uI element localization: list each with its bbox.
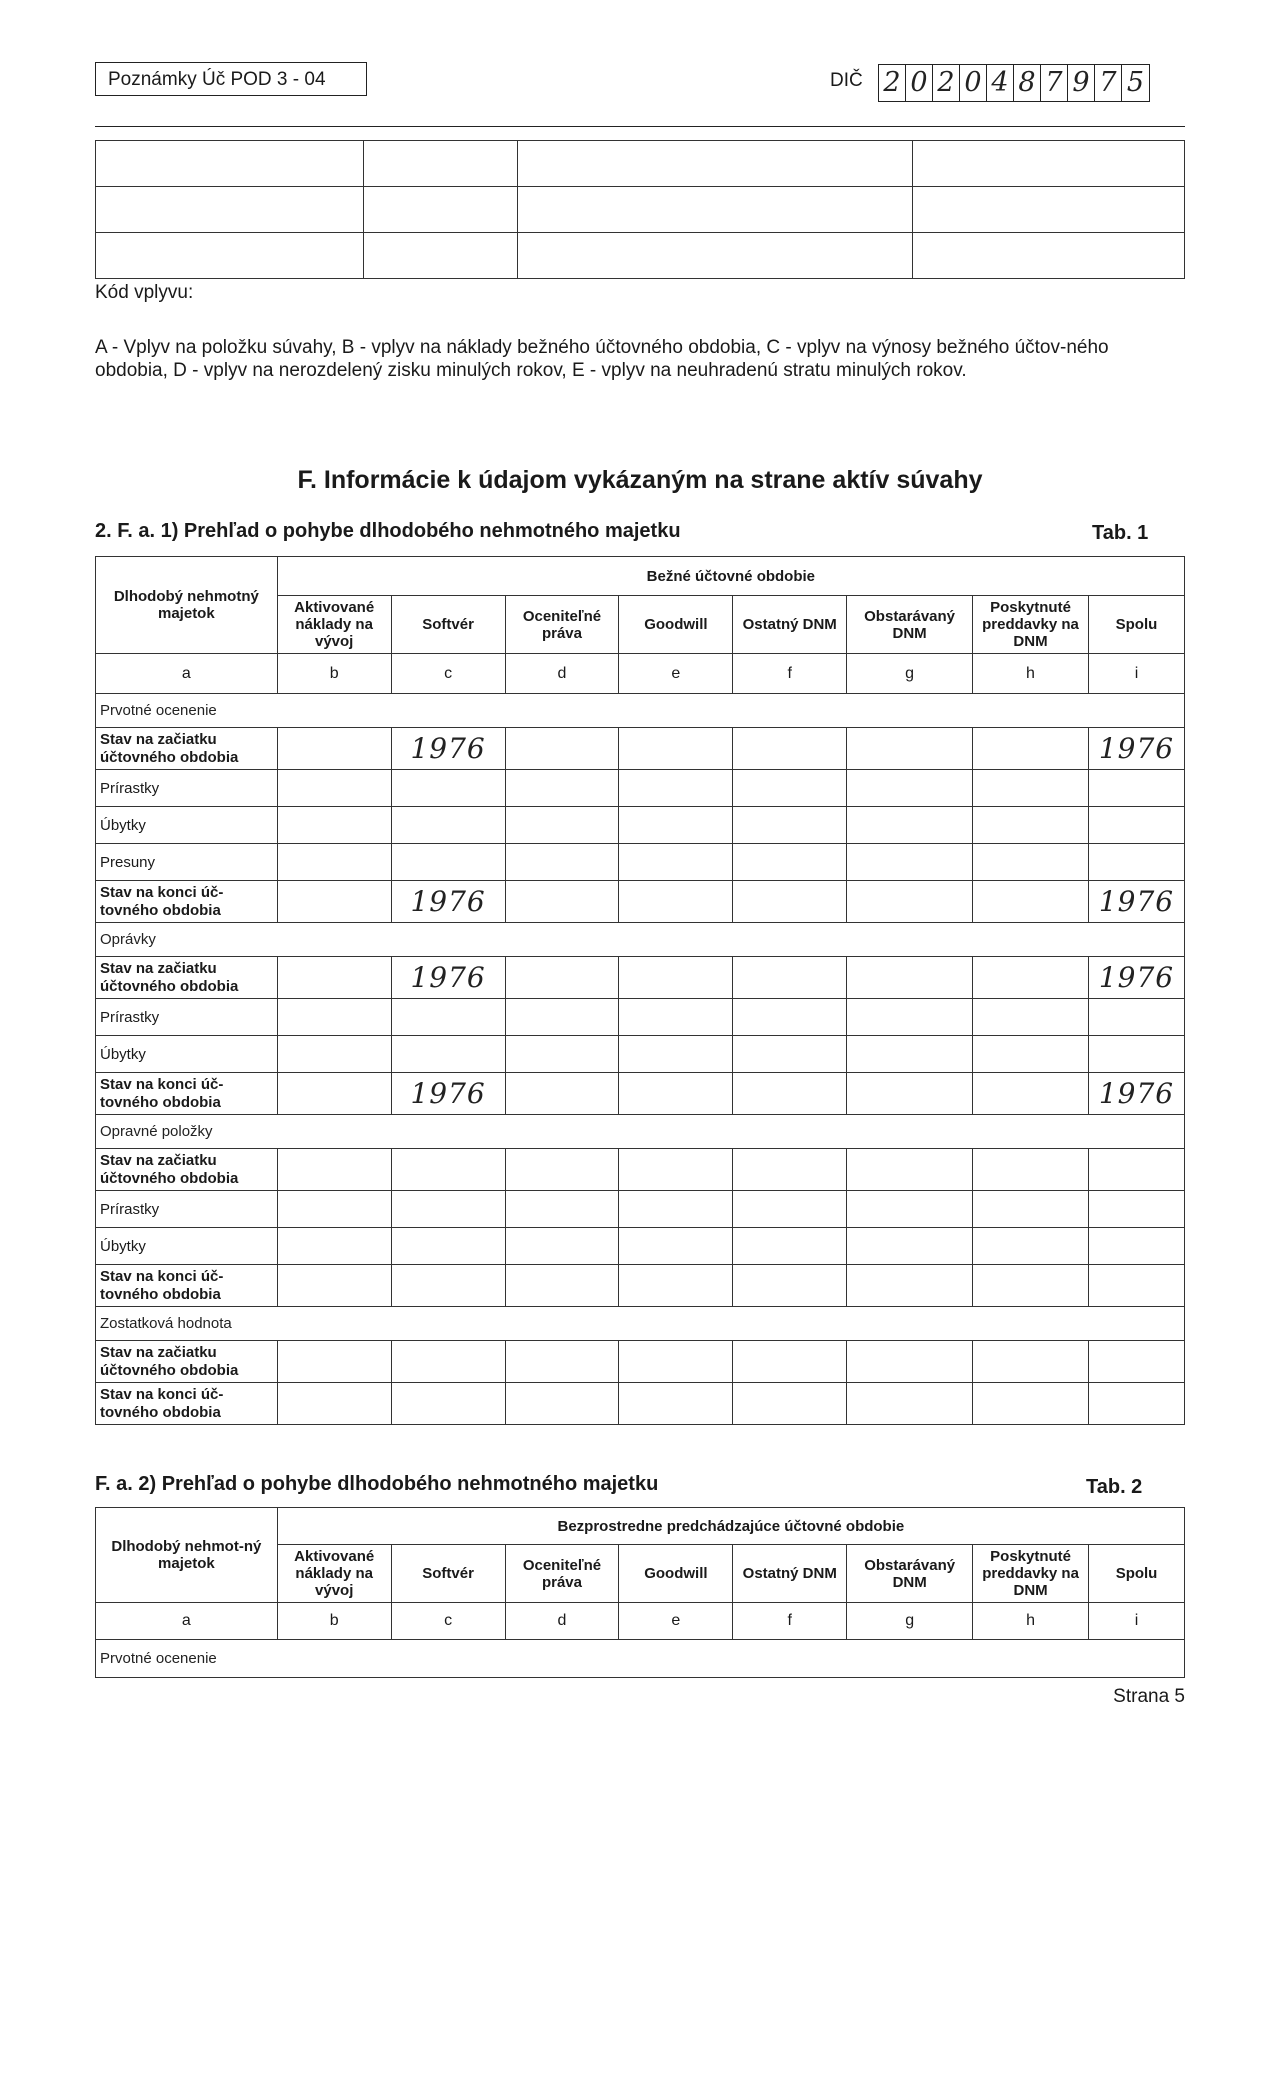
table-row [96, 844, 1185, 881]
spolu-cell[interactable] [1088, 1036, 1184, 1073]
spolu-cell[interactable] [1088, 1228, 1184, 1265]
table2 [95, 1507, 1185, 1678]
table-row [96, 881, 1185, 923]
spolu-cell[interactable]: 1976 [1088, 881, 1184, 923]
value-cell[interactable] [505, 1191, 619, 1228]
column-header: Oceniteľné práva [505, 596, 619, 654]
value-cell[interactable] [277, 807, 391, 844]
column-letter: e [619, 654, 733, 694]
column-header: Aktivované náklady na vývoj [277, 1545, 391, 1603]
column-letter: f [733, 1603, 847, 1640]
row-label: Stav na konci úč-tovného obdobia [96, 1265, 278, 1307]
column-letter: e [619, 1603, 733, 1640]
section-label: Zostatková hodnota [96, 1307, 1185, 1341]
softver-cell[interactable] [391, 1228, 505, 1265]
value-cell[interactable] [973, 1228, 1089, 1265]
value-cell[interactable] [619, 957, 733, 999]
dic-digit: 7 [1041, 65, 1068, 101]
spolu-cell[interactable] [1088, 1383, 1184, 1425]
value-cell[interactable] [505, 1149, 619, 1191]
softver-cell[interactable] [391, 770, 505, 807]
value-cell[interactable] [733, 1191, 847, 1228]
value-cell[interactable] [619, 844, 733, 881]
table2-title: F. a. 2) Prehľad o pohybe dlhodobého nehmotného majetku [95, 1473, 659, 1495]
value-cell[interactable] [973, 770, 1089, 807]
row-label: Stav na konci úč-tovného obdobia [96, 1073, 278, 1115]
table-row [96, 1383, 1185, 1425]
value-cell[interactable] [277, 770, 391, 807]
softver-cell[interactable] [391, 1383, 505, 1425]
column-letter: g [847, 1603, 973, 1640]
value-cell[interactable] [277, 728, 391, 770]
value-cell[interactable] [505, 1073, 619, 1115]
column-header: Goodwill [619, 1545, 733, 1603]
softver-cell[interactable] [391, 1341, 505, 1383]
row-label: Stav na konci úč-tovného obdobia [96, 1383, 278, 1425]
table-row [96, 999, 1185, 1036]
softver-cell[interactable] [391, 1191, 505, 1228]
column-letter: g [847, 654, 973, 694]
table-row [96, 728, 1185, 770]
column-header: Softvér [391, 596, 505, 654]
value-cell[interactable] [733, 770, 847, 807]
column-letter: f [733, 654, 847, 694]
softver-cell[interactable] [391, 1149, 505, 1191]
value-cell[interactable] [277, 1228, 391, 1265]
value-cell[interactable] [973, 1073, 1089, 1115]
value-cell[interactable] [619, 1073, 733, 1115]
value-cell[interactable] [847, 1265, 973, 1307]
spolu-cell[interactable]: 1976 [1088, 1073, 1184, 1115]
column-header: Oceniteľné práva [505, 1545, 619, 1603]
column-letter: c [391, 654, 505, 694]
column-header: Obstarávaný DNM [847, 1545, 973, 1603]
column-letter: a [96, 1603, 278, 1640]
spolu-cell[interactable] [1088, 1341, 1184, 1383]
value-cell[interactable] [733, 1383, 847, 1425]
softver-cell[interactable]: 1976 [391, 1073, 505, 1115]
dic-digit: 2 [933, 65, 960, 101]
dic-digit: 7 [1095, 65, 1122, 101]
impact-code-text: A - Vplyv na položku súvahy, B - vplyv na náklady bežného účtovného obdobia, C - vplyv na výnosy bežného účtov-ného obdobia, D - vplyv na nerozdelený zisku minulých rokov, E - vplyv na neuhradenú stratu minulých rokov. [95, 337, 1109, 381]
dic-digit: 9 [1068, 65, 1095, 101]
table-row [96, 770, 1185, 807]
dic-label: DIČ [830, 70, 863, 91]
row-label: Prírastky [96, 770, 278, 807]
table-row [96, 1149, 1185, 1191]
value-cell[interactable] [619, 770, 733, 807]
spolu-cell[interactable] [1088, 1149, 1184, 1191]
value-cell[interactable] [505, 844, 619, 881]
column-header: Goodwill [619, 596, 733, 654]
value-cell[interactable] [619, 1265, 733, 1307]
spolu-cell[interactable] [1088, 999, 1184, 1036]
table2-section-label: Prvotné ocenenie [96, 1640, 1185, 1678]
spolu-cell[interactable] [1088, 807, 1184, 844]
value-cell[interactable] [733, 1073, 847, 1115]
table1-period-header: Bežné účtovné obdobie [277, 557, 1184, 596]
dic-digit: 2 [879, 65, 906, 101]
value-cell[interactable] [505, 1036, 619, 1073]
column-header: Obstarávaný DNM [847, 596, 973, 654]
spolu-cell[interactable] [1088, 1265, 1184, 1307]
value-cell[interactable] [973, 1191, 1089, 1228]
row-label: Stav na začiatku účtovného obdobia [96, 957, 278, 999]
spolu-cell[interactable] [1088, 844, 1184, 881]
table1-row-header: Dlhodobý nehmotný majetok [96, 557, 278, 654]
table-row [96, 957, 1185, 999]
value-cell[interactable] [277, 1341, 391, 1383]
section-label: Oprávky [96, 923, 1185, 957]
column-letter: c [391, 1603, 505, 1640]
value-cell[interactable] [619, 1383, 733, 1425]
value-cell[interactable] [973, 1265, 1089, 1307]
softver-cell[interactable]: 1976 [391, 957, 505, 999]
column-header: Spolu [1088, 596, 1184, 654]
value-cell[interactable] [619, 999, 733, 1036]
value-cell[interactable] [733, 999, 847, 1036]
table-row [96, 1073, 1185, 1115]
row-label: Prírastky [96, 999, 278, 1036]
column-letter: h [973, 1603, 1089, 1640]
value-cell[interactable] [847, 770, 973, 807]
value-cell[interactable] [505, 881, 619, 923]
value-cell[interactable] [733, 728, 847, 770]
table2-row-header: Dlhodobý nehmot-ný majetok [96, 1508, 278, 1603]
row-label: Stav na začiatku účtovného obdobia [96, 1149, 278, 1191]
table2-period-header: Bezprostredne predchádzajúce účtovné obdobie [277, 1508, 1184, 1545]
page-number: Strana 5 [1113, 1686, 1185, 1707]
value-cell[interactable] [847, 1073, 973, 1115]
value-cell[interactable] [847, 1191, 973, 1228]
row-label: Stav na začiatku účtovného obdobia [96, 728, 278, 770]
column-header: Aktivované náklady na vývoj [277, 596, 391, 654]
value-cell[interactable] [973, 881, 1089, 923]
table-row [96, 1191, 1185, 1228]
row-label: Stav na konci úč-tovného obdobia [96, 881, 278, 923]
column-letter: h [973, 654, 1089, 694]
column-header: Poskytnuté preddavky na DNM [973, 596, 1089, 654]
value-cell[interactable] [619, 1228, 733, 1265]
column-header: Spolu [1089, 1545, 1185, 1603]
softver-cell[interactable] [391, 1265, 505, 1307]
value-cell[interactable] [733, 807, 847, 844]
value-cell[interactable] [277, 1383, 391, 1425]
value-cell[interactable] [619, 1191, 733, 1228]
value-cell[interactable] [847, 999, 973, 1036]
softver-cell[interactable] [391, 999, 505, 1036]
column-letter: i [1089, 1603, 1185, 1640]
impact-code-label: Kód vplyvu: [95, 282, 194, 303]
value-cell[interactable] [847, 844, 973, 881]
header-divider [95, 126, 1185, 127]
value-cell[interactable] [277, 999, 391, 1036]
value-cell[interactable] [277, 957, 391, 999]
table1 [95, 556, 1185, 1425]
softver-cell[interactable]: 1976 [391, 881, 505, 923]
column-letter: a [96, 654, 278, 694]
value-cell[interactable] [847, 1383, 973, 1425]
value-cell[interactable] [277, 881, 391, 923]
section-title: F. Informácie k údajom vykázaným na strane aktív súvahy [297, 466, 983, 494]
value-cell[interactable] [847, 1149, 973, 1191]
column-header: Ostatný DNM [733, 1545, 847, 1603]
value-cell[interactable] [277, 1073, 391, 1115]
row-label: Presuny [96, 844, 278, 881]
value-cell[interactable] [733, 881, 847, 923]
table-row [96, 807, 1185, 844]
row-label: Stav na začiatku účtovného obdobia [96, 1341, 278, 1383]
value-cell[interactable] [733, 1341, 847, 1383]
value-cell[interactable] [619, 1341, 733, 1383]
value-cell[interactable] [277, 844, 391, 881]
value-cell[interactable] [733, 1228, 847, 1265]
value-cell[interactable] [505, 999, 619, 1036]
column-header: Poskytnuté preddavky na DNM [973, 1545, 1089, 1603]
value-cell[interactable] [847, 1341, 973, 1383]
spolu-cell[interactable] [1088, 770, 1184, 807]
spolu-cell[interactable]: 1976 [1088, 728, 1184, 770]
row-label: Úbytky [96, 1036, 278, 1073]
table-row [96, 1036, 1185, 1073]
value-cell[interactable] [733, 844, 847, 881]
value-cell[interactable] [277, 1036, 391, 1073]
table-row [96, 1341, 1185, 1383]
dic-digit: 5 [1126, 67, 1145, 98]
value-cell[interactable] [973, 807, 1089, 844]
row-label: Úbytky [96, 1228, 278, 1265]
value-cell[interactable] [847, 1036, 973, 1073]
value-cell[interactable] [619, 881, 733, 923]
value-cell[interactable] [505, 807, 619, 844]
value-cell[interactable] [973, 1383, 1089, 1425]
dic-digit: 4 [987, 65, 1014, 101]
column-letter: b [277, 654, 391, 694]
value-cell[interactable] [505, 770, 619, 807]
column-letter: i [1088, 654, 1184, 694]
softver-cell[interactable] [391, 844, 505, 881]
column-letter: d [505, 654, 619, 694]
spolu-cell[interactable]: 1976 [1088, 957, 1184, 999]
value-cell[interactable] [847, 957, 973, 999]
column-letter: b [277, 1603, 391, 1640]
table1-title: 2. F. a. 1) Prehľad o pohybe dlhodobého nehmotného majetku [95, 520, 681, 542]
dic-digit: 0 [960, 65, 987, 101]
dic-digit: 8 [1014, 65, 1041, 101]
value-cell[interactable] [505, 1383, 619, 1425]
value-cell[interactable] [505, 1228, 619, 1265]
value-cell[interactable] [847, 728, 973, 770]
value-cell[interactable] [973, 728, 1089, 770]
dic-boxes [878, 64, 1150, 102]
value-cell[interactable] [847, 881, 973, 923]
row-label: Úbytky [96, 807, 278, 844]
value-cell[interactable] [847, 807, 973, 844]
softver-cell[interactable] [391, 807, 505, 844]
form-id: Poznámky Úč POD 3 - 04 [95, 62, 367, 96]
column-header: Ostatný DNM [733, 596, 847, 654]
section-label: Prvotné ocenenie [96, 694, 1185, 728]
value-cell[interactable] [505, 1341, 619, 1383]
table2-tab-label: Tab. 2 [1086, 1476, 1143, 1498]
table-row [96, 1228, 1185, 1265]
value-cell[interactable] [847, 1228, 973, 1265]
value-cell[interactable] [619, 728, 733, 770]
dic-digit: 0 [906, 65, 933, 101]
value-cell[interactable] [973, 1341, 1089, 1383]
value-cell[interactable] [733, 957, 847, 999]
value-cell[interactable] [973, 1149, 1089, 1191]
value-cell[interactable] [973, 999, 1089, 1036]
value-cell[interactable] [277, 1265, 391, 1307]
row-label: Prírastky [96, 1191, 278, 1228]
section-label: Opravné položky [96, 1115, 1185, 1149]
value-cell[interactable] [619, 1036, 733, 1073]
value-cell[interactable] [505, 1265, 619, 1307]
value-cell[interactable] [505, 728, 619, 770]
value-cell[interactable] [733, 1149, 847, 1191]
column-header: Softvér [391, 1545, 505, 1603]
column-letter: d [505, 1603, 619, 1640]
value-cell[interactable] [973, 1036, 1089, 1073]
value-cell[interactable] [619, 1149, 733, 1191]
softver-cell[interactable]: 1976 [391, 728, 505, 770]
value-cell[interactable] [277, 1149, 391, 1191]
table1-tab-label: Tab. 1 [1092, 522, 1149, 544]
value-cell[interactable] [973, 957, 1089, 999]
impact-grid [95, 140, 1185, 279]
value-cell[interactable] [733, 1036, 847, 1073]
value-cell[interactable] [505, 957, 619, 999]
table-row [96, 1265, 1185, 1307]
value-cell[interactable] [619, 807, 733, 844]
value-cell[interactable] [733, 1265, 847, 1307]
value-cell[interactable] [973, 844, 1089, 881]
spolu-cell[interactable] [1088, 1191, 1184, 1228]
value-cell[interactable] [277, 1191, 391, 1228]
softver-cell[interactable] [391, 1036, 505, 1073]
